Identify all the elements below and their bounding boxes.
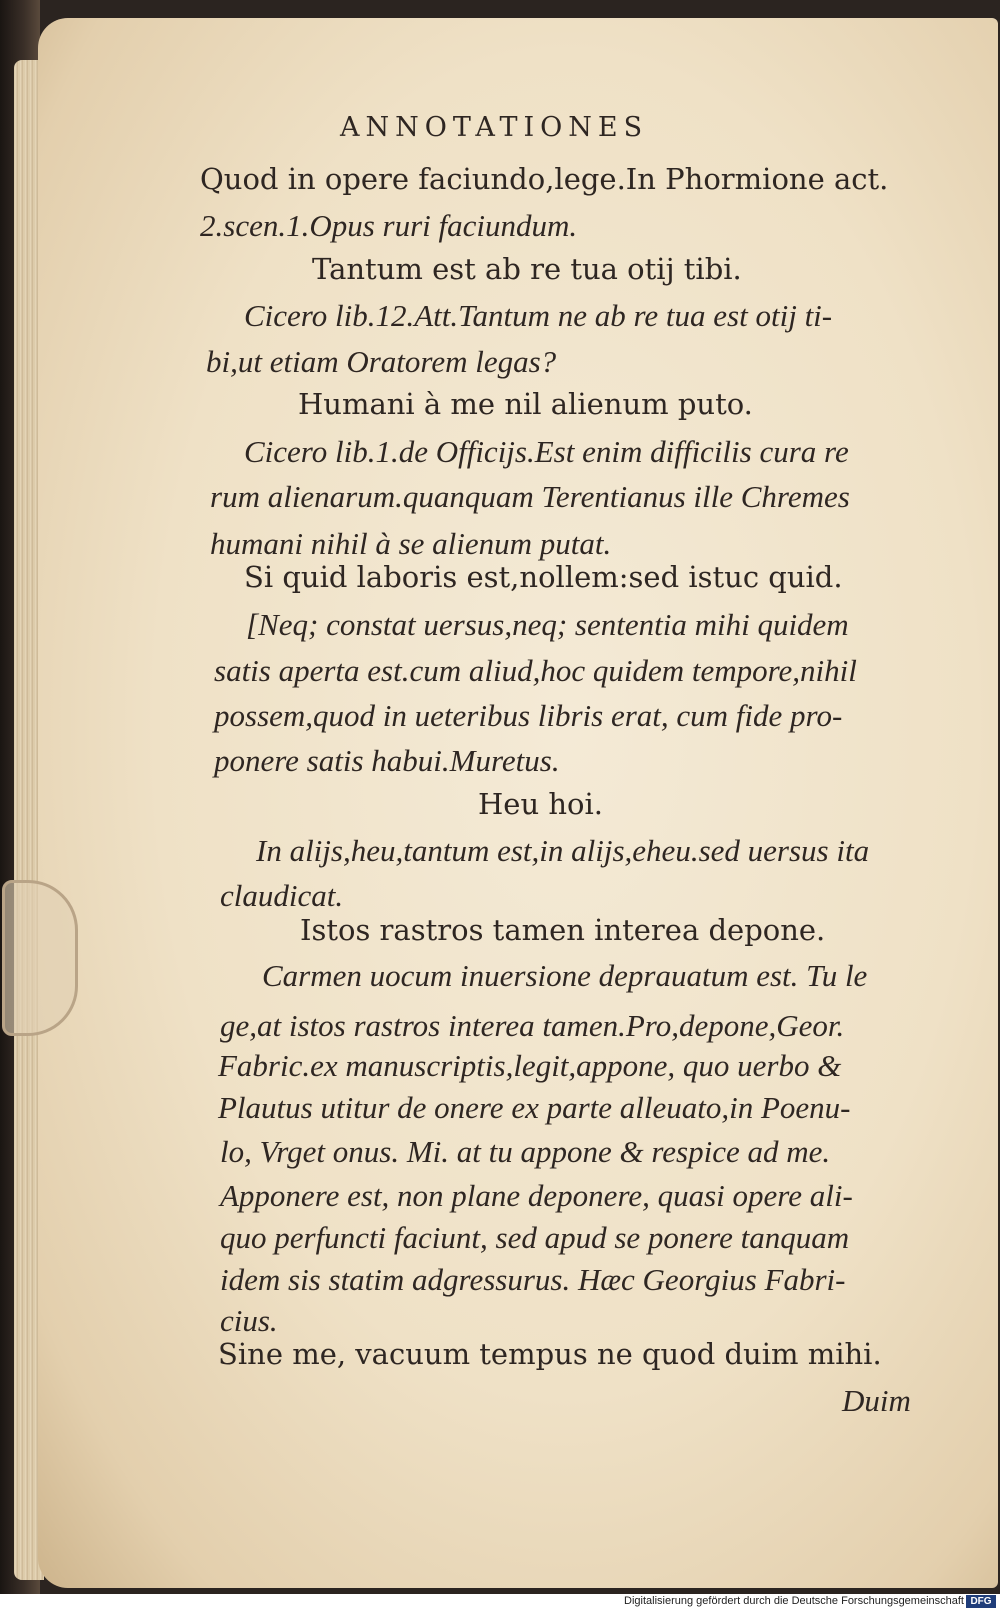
text-line: Cicero lib.1.de Officijs.Est enim difficilis cura re [244,434,849,469]
text-line: rum alienarum.quanquam Terentianus ille Chremes [210,479,850,514]
text-line: 2.scen.1.Opus ruri faciundum. [200,208,578,243]
text-line: satis aperta est.cum aliud,hoc quidem tempore,nihil [214,653,857,688]
text-line: ge,at istos rastros interea tamen.Pro,depone,Geor. [220,1008,845,1043]
text-line: claudicat. [220,878,344,913]
text-line: Quod in opere faciundo,lege.In Phormione act. [200,162,889,196]
page-tab-marker [2,880,78,1036]
text-line: cius. [220,1303,278,1338]
text-line: Apponere est, non plane deponere, quasi opere ali- [220,1178,853,1213]
catchword: Duim [842,1383,911,1418]
text-line: idem sis statim adgressurus. Hæc Georgius Fabri- [220,1262,846,1297]
text-line: Sine me, vacuum tempus ne quod duim mihi. [218,1337,882,1371]
text-line: Heu hoi. [478,787,603,821]
running-title: ANNOTATIONES [340,112,649,143]
text-line: Plautus utitur de onere ex parte alleuato,in Poenu- [218,1090,851,1125]
funding-credit: Digitalisierung gefördert durch die Deutsche Forschungsgemeinschaft [624,1595,964,1607]
text-line: lo, Vrget onus. Mi. at tu appone & respice ad me. [220,1134,831,1169]
text-line: ponere satis habui.Muretus. [214,743,560,778]
text-line: bi,ut etiam Oratorem legas? [206,344,557,379]
text-line: Istos rastros tamen interea depone. [300,913,826,947]
dfg-logo: DFG [966,1595,996,1608]
text-line: humani nihil à se alienum putat. [210,526,612,561]
text-line: Tantum est ab re tua otij tibi. [312,252,742,286]
text-line: In alijs,heu,tantum est,in alijs,eheu.sed uersus ita [256,833,870,868]
text-line: [Neq; constat uersus,neq; sententia mihi quidem [246,607,849,642]
text-line: Carmen uocum inuersione deprauatum est. Tu le [262,958,868,993]
text-line: Cicero lib.12.Att.Tantum ne ab re tua est otij ti- [244,298,833,333]
text-line: Si quid laboris est,nollem:sed istuc quid. [244,560,843,594]
text-line: possem,quod in ueteribus libris erat, cum fide pro- [214,698,843,733]
text-line: Humani à me nil alienum puto. [298,387,753,421]
text-line: quo perfuncti faciunt, sed apud se ponere tanquam [220,1220,850,1255]
text-line: Fabric.ex manuscriptis,legit,appone, quo uerbo & [218,1048,842,1083]
